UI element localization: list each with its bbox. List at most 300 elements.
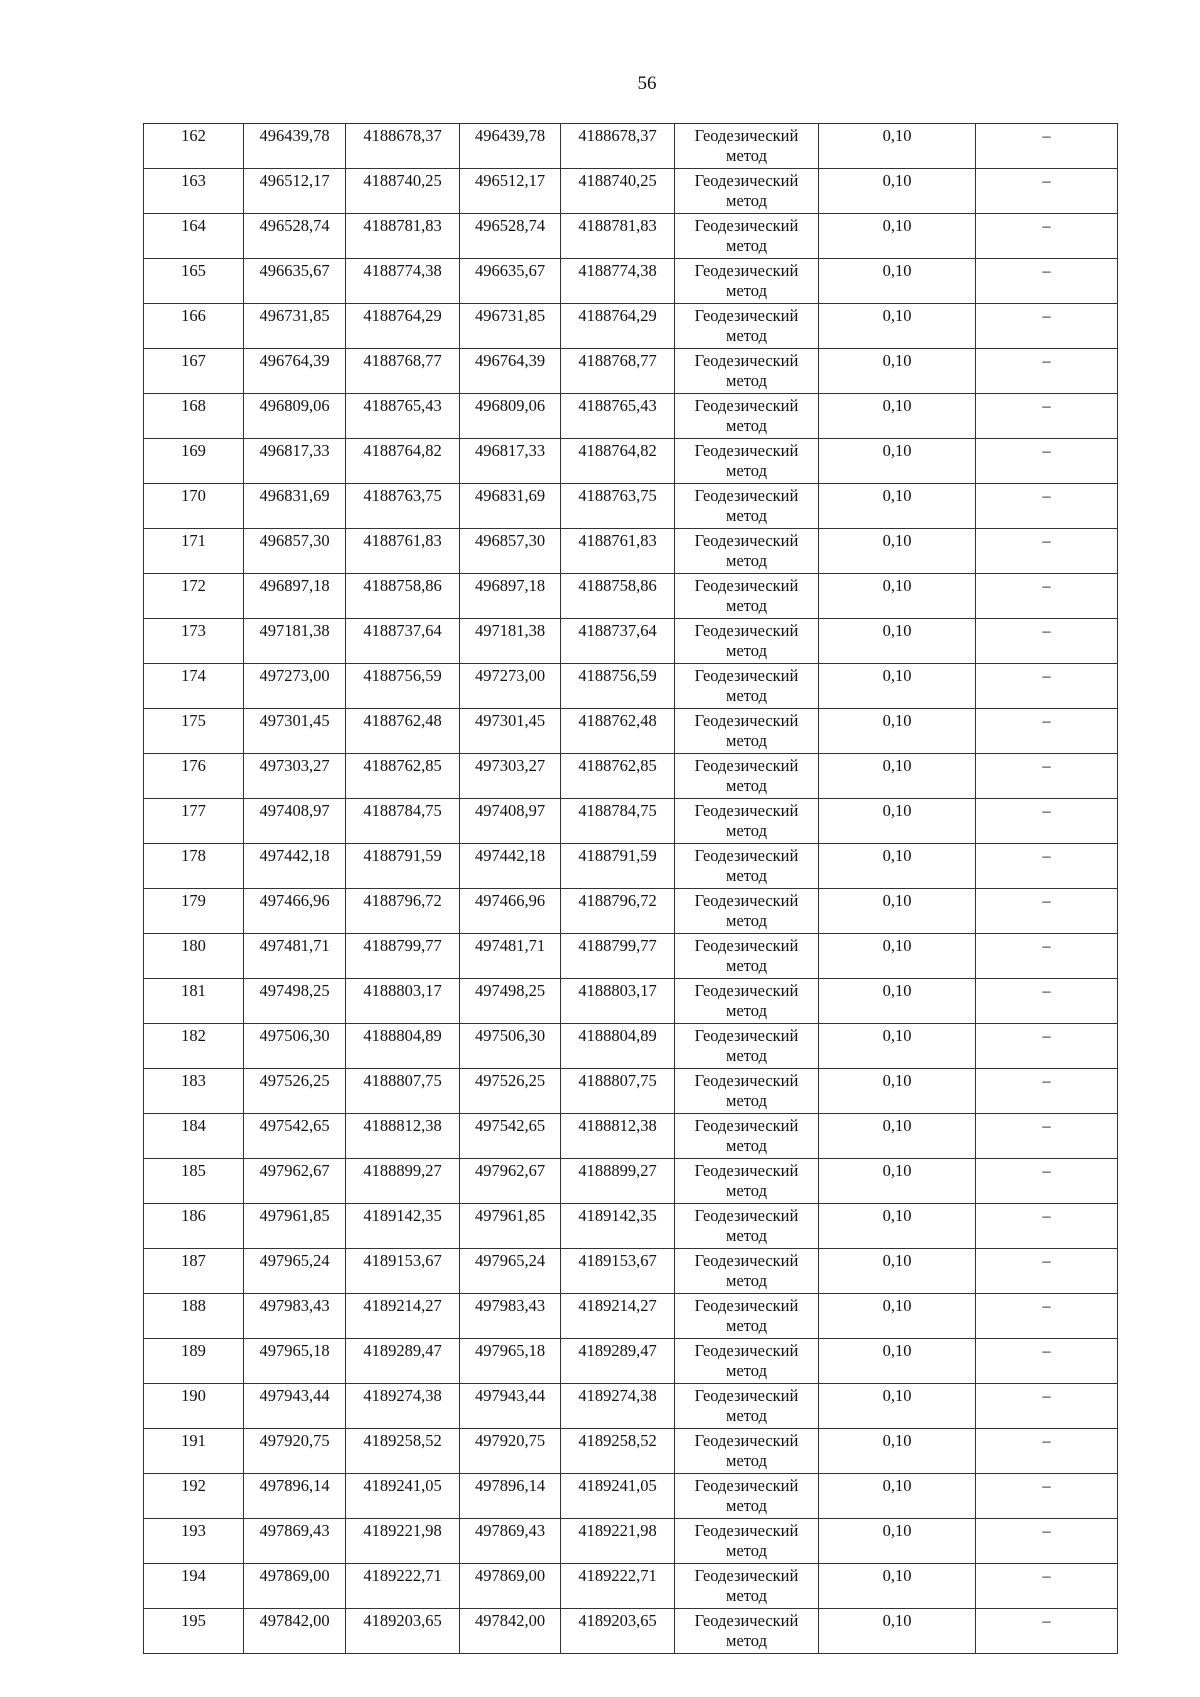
y-coordinate-cell: 4188763,75 — [561, 484, 675, 529]
page-number: 56 — [637, 73, 657, 94]
note-cell: – — [976, 1564, 1118, 1609]
x-coordinate-cell: 496439,78 — [244, 124, 346, 169]
x-coordinate-cell: 496831,69 — [460, 484, 561, 529]
method-line-1: Геодезический — [694, 846, 799, 865]
method-line-2: метод — [726, 1271, 767, 1290]
y-coordinate-cell: 4189258,52 — [561, 1429, 675, 1474]
x-coordinate-cell: 496897,18 — [460, 574, 561, 619]
note-cell: – — [976, 349, 1118, 394]
method-line-2: метод — [726, 1316, 767, 1335]
note-cell: – — [976, 619, 1118, 664]
table-row — [144, 754, 1118, 799]
y-coordinate-cell: 4188791,59 — [346, 844, 460, 889]
table-row — [144, 1429, 1118, 1474]
method-line-1: Геодезический — [694, 801, 799, 820]
x-coordinate-cell: 497498,25 — [244, 979, 346, 1024]
table-row — [144, 1204, 1118, 1249]
accuracy-cell: 0,10 — [819, 1024, 976, 1069]
y-coordinate-cell: 4188807,75 — [346, 1069, 460, 1114]
x-coordinate-cell: 496635,67 — [460, 259, 561, 304]
x-coordinate-cell: 496809,06 — [460, 394, 561, 439]
table-row — [144, 1519, 1118, 1564]
x-coordinate-cell: 497442,18 — [244, 844, 346, 889]
point-number-cell: 188 — [144, 1294, 244, 1339]
table-row — [144, 439, 1118, 484]
point-number-cell: 181 — [144, 979, 244, 1024]
method-line-1: Геодезический — [694, 576, 799, 595]
table-row — [144, 619, 1118, 664]
method-cell — [675, 889, 819, 934]
y-coordinate-cell: 4188763,75 — [346, 484, 460, 529]
point-number-cell: 164 — [144, 214, 244, 259]
point-number-cell: 165 — [144, 259, 244, 304]
method-cell — [675, 619, 819, 664]
table-row — [144, 1474, 1118, 1519]
point-number-cell: 195 — [144, 1609, 244, 1654]
method-line-2: метод — [726, 596, 767, 615]
accuracy-cell: 0,10 — [819, 1159, 976, 1204]
method-line-1: Геодезический — [694, 891, 799, 910]
y-coordinate-cell: 4188812,38 — [561, 1114, 675, 1159]
y-coordinate-cell: 4188784,75 — [346, 799, 460, 844]
point-number-cell: 177 — [144, 799, 244, 844]
y-coordinate-cell: 4189153,67 — [561, 1249, 675, 1294]
method-line-1: Геодезический — [694, 711, 799, 730]
y-coordinate-cell: 4188784,75 — [561, 799, 675, 844]
point-number-cell: 174 — [144, 664, 244, 709]
y-coordinate-cell: 4189142,35 — [346, 1204, 460, 1249]
method-cell — [675, 934, 819, 979]
y-coordinate-cell: 4188791,59 — [561, 844, 675, 889]
x-coordinate-cell: 497842,00 — [244, 1609, 346, 1654]
note-cell: – — [976, 889, 1118, 934]
y-coordinate-cell: 4189222,71 — [346, 1564, 460, 1609]
x-coordinate-cell: 497466,96 — [244, 889, 346, 934]
y-coordinate-cell: 4188758,86 — [346, 574, 460, 619]
point-number-cell: 169 — [144, 439, 244, 484]
x-coordinate-cell: 496512,17 — [460, 169, 561, 214]
method-cell — [675, 439, 819, 484]
point-number-cell: 168 — [144, 394, 244, 439]
method-line-2: метод — [726, 1181, 767, 1200]
y-coordinate-cell: 4189258,52 — [346, 1429, 460, 1474]
y-coordinate-cell: 4188740,25 — [561, 169, 675, 214]
point-number-cell: 187 — [144, 1249, 244, 1294]
note-cell: – — [976, 1294, 1118, 1339]
y-coordinate-cell: 4188756,59 — [561, 664, 675, 709]
method-line-1: Геодезический — [694, 936, 799, 955]
note-cell: – — [976, 664, 1118, 709]
method-line-1: Геодезический — [694, 351, 799, 370]
y-coordinate-cell: 4188678,37 — [561, 124, 675, 169]
y-coordinate-cell: 4189221,98 — [346, 1519, 460, 1564]
accuracy-cell: 0,10 — [819, 439, 976, 484]
point-number-cell: 170 — [144, 484, 244, 529]
x-coordinate-cell: 496764,39 — [460, 349, 561, 394]
method-line-2: метод — [726, 641, 767, 660]
method-cell — [675, 1564, 819, 1609]
method-cell — [675, 1069, 819, 1114]
note-cell: – — [976, 529, 1118, 574]
method-line-2: метод — [726, 506, 767, 525]
method-line-1: Геодезический — [694, 126, 799, 145]
y-coordinate-cell: 4189203,65 — [346, 1609, 460, 1654]
y-coordinate-cell: 4188899,27 — [346, 1159, 460, 1204]
x-coordinate-cell: 497983,43 — [244, 1294, 346, 1339]
method-cell — [675, 529, 819, 574]
table-row — [144, 394, 1118, 439]
method-line-1: Геодезический — [694, 1476, 799, 1495]
point-number-cell: 179 — [144, 889, 244, 934]
note-cell: – — [976, 979, 1118, 1024]
x-coordinate-cell: 497965,24 — [460, 1249, 561, 1294]
y-coordinate-cell: 4188768,77 — [346, 349, 460, 394]
accuracy-cell: 0,10 — [819, 979, 976, 1024]
accuracy-cell: 0,10 — [819, 1114, 976, 1159]
x-coordinate-cell: 497896,14 — [244, 1474, 346, 1519]
y-coordinate-cell: 4188762,48 — [346, 709, 460, 754]
x-coordinate-cell: 497303,27 — [460, 754, 561, 799]
method-cell — [675, 709, 819, 754]
method-line-1: Геодезический — [694, 621, 799, 640]
method-line-2: метод — [726, 1451, 767, 1470]
method-line-2: метод — [726, 1136, 767, 1155]
y-coordinate-cell: 4189289,47 — [561, 1339, 675, 1384]
accuracy-cell: 0,10 — [819, 844, 976, 889]
table-body — [144, 124, 1118, 1654]
x-coordinate-cell: 496439,78 — [460, 124, 561, 169]
note-cell: – — [976, 1474, 1118, 1519]
x-coordinate-cell: 497526,25 — [244, 1069, 346, 1114]
method-line-2: метод — [726, 146, 767, 165]
y-coordinate-cell: 4188765,43 — [561, 394, 675, 439]
x-coordinate-cell: 496528,74 — [460, 214, 561, 259]
x-coordinate-cell: 497965,18 — [244, 1339, 346, 1384]
y-coordinate-cell: 4188768,77 — [561, 349, 675, 394]
x-coordinate-cell: 496809,06 — [244, 394, 346, 439]
point-number-cell: 190 — [144, 1384, 244, 1429]
x-coordinate-cell: 496764,39 — [244, 349, 346, 394]
method-line-2: метод — [726, 776, 767, 795]
method-line-1: Геодезический — [694, 531, 799, 550]
x-coordinate-cell: 497442,18 — [460, 844, 561, 889]
x-coordinate-cell: 497943,44 — [460, 1384, 561, 1429]
y-coordinate-cell: 4188756,59 — [346, 664, 460, 709]
note-cell: – — [976, 394, 1118, 439]
note-cell: – — [976, 1159, 1118, 1204]
y-coordinate-cell: 4188799,77 — [561, 934, 675, 979]
method-line-2: метод — [726, 1631, 767, 1650]
method-line-2: метод — [726, 461, 767, 480]
accuracy-cell: 0,10 — [819, 1564, 976, 1609]
y-coordinate-cell: 4188762,85 — [346, 754, 460, 799]
x-coordinate-cell: 497542,65 — [460, 1114, 561, 1159]
method-cell — [675, 259, 819, 304]
method-line-1: Геодезический — [694, 441, 799, 460]
note-cell: – — [976, 934, 1118, 979]
note-cell: – — [976, 1384, 1118, 1429]
y-coordinate-cell: 4188803,17 — [561, 979, 675, 1024]
note-cell: – — [976, 754, 1118, 799]
point-number-cell: 175 — [144, 709, 244, 754]
point-number-cell: 191 — [144, 1429, 244, 1474]
y-coordinate-cell: 4189221,98 — [561, 1519, 675, 1564]
method-cell — [675, 979, 819, 1024]
x-coordinate-cell: 496528,74 — [244, 214, 346, 259]
accuracy-cell: 0,10 — [819, 574, 976, 619]
x-coordinate-cell: 497943,44 — [244, 1384, 346, 1429]
note-cell: – — [976, 1339, 1118, 1384]
x-coordinate-cell: 497506,30 — [460, 1024, 561, 1069]
accuracy-cell: 0,10 — [819, 394, 976, 439]
point-number-cell: 185 — [144, 1159, 244, 1204]
method-line-2: метод — [726, 326, 767, 345]
accuracy-cell: 0,10 — [819, 664, 976, 709]
y-coordinate-cell: 4188781,83 — [346, 214, 460, 259]
y-coordinate-cell: 4189214,27 — [561, 1294, 675, 1339]
accuracy-cell: 0,10 — [819, 1294, 976, 1339]
table-row — [144, 1114, 1118, 1159]
method-cell — [675, 664, 819, 709]
point-number-cell: 163 — [144, 169, 244, 214]
method-line-2: метод — [726, 371, 767, 390]
x-coordinate-cell: 497408,97 — [460, 799, 561, 844]
method-line-1: Геодезический — [694, 261, 799, 280]
method-line-2: метод — [726, 551, 767, 570]
method-cell — [675, 799, 819, 844]
accuracy-cell: 0,10 — [819, 934, 976, 979]
y-coordinate-cell: 4189214,27 — [346, 1294, 460, 1339]
point-number-cell: 193 — [144, 1519, 244, 1564]
x-coordinate-cell: 497466,96 — [460, 889, 561, 934]
table-row — [144, 709, 1118, 754]
y-coordinate-cell: 4188804,89 — [561, 1024, 675, 1069]
method-line-1: Геодезический — [694, 1251, 799, 1270]
method-line-2: метод — [726, 1406, 767, 1425]
x-coordinate-cell: 497181,38 — [244, 619, 346, 664]
method-cell — [675, 754, 819, 799]
x-coordinate-cell: 496817,33 — [460, 439, 561, 484]
accuracy-cell: 0,10 — [819, 1429, 976, 1474]
table-row — [144, 259, 1118, 304]
method-cell — [675, 1519, 819, 1564]
note-cell: – — [976, 169, 1118, 214]
accuracy-cell: 0,10 — [819, 1069, 976, 1114]
x-coordinate-cell: 496635,67 — [244, 259, 346, 304]
method-line-1: Геодезический — [694, 1611, 799, 1630]
point-number-cell: 176 — [144, 754, 244, 799]
accuracy-cell: 0,10 — [819, 169, 976, 214]
method-line-1: Геодезический — [694, 396, 799, 415]
x-coordinate-cell: 496731,85 — [460, 304, 561, 349]
table-row — [144, 1609, 1118, 1654]
method-line-1: Геодезический — [694, 1566, 799, 1585]
y-coordinate-cell: 4188781,83 — [561, 214, 675, 259]
method-cell — [675, 1609, 819, 1654]
x-coordinate-cell: 497869,00 — [460, 1564, 561, 1609]
y-coordinate-cell: 4188807,75 — [561, 1069, 675, 1114]
table-row — [144, 169, 1118, 214]
accuracy-cell: 0,10 — [819, 799, 976, 844]
method-line-1: Геодезический — [694, 981, 799, 1000]
method-line-1: Геодезический — [694, 1116, 799, 1135]
note-cell: – — [976, 1024, 1118, 1069]
method-line-2: метод — [726, 956, 767, 975]
x-coordinate-cell: 497961,85 — [244, 1204, 346, 1249]
accuracy-cell: 0,10 — [819, 484, 976, 529]
method-line-1: Геодезический — [694, 1296, 799, 1315]
method-cell — [675, 1474, 819, 1519]
accuracy-cell: 0,10 — [819, 619, 976, 664]
accuracy-cell: 0,10 — [819, 709, 976, 754]
x-coordinate-cell: 496857,30 — [244, 529, 346, 574]
x-coordinate-cell: 497965,18 — [460, 1339, 561, 1384]
y-coordinate-cell: 4188799,77 — [346, 934, 460, 979]
x-coordinate-cell: 497301,45 — [460, 709, 561, 754]
point-number-cell: 183 — [144, 1069, 244, 1114]
x-coordinate-cell: 496897,18 — [244, 574, 346, 619]
point-number-cell: 178 — [144, 844, 244, 889]
accuracy-cell: 0,10 — [819, 754, 976, 799]
method-line-1: Геодезический — [694, 666, 799, 685]
note-cell: – — [976, 574, 1118, 619]
method-line-2: метод — [726, 1541, 767, 1560]
point-number-cell: 173 — [144, 619, 244, 664]
accuracy-cell: 0,10 — [819, 1249, 976, 1294]
method-cell — [675, 1339, 819, 1384]
x-coordinate-cell: 497181,38 — [460, 619, 561, 664]
method-line-1: Геодезический — [694, 216, 799, 235]
y-coordinate-cell: 4189274,38 — [346, 1384, 460, 1429]
y-coordinate-cell: 4188774,38 — [346, 259, 460, 304]
x-coordinate-cell: 497303,27 — [244, 754, 346, 799]
y-coordinate-cell: 4188758,86 — [561, 574, 675, 619]
y-coordinate-cell: 4188765,43 — [346, 394, 460, 439]
table-row — [144, 1159, 1118, 1204]
y-coordinate-cell: 4188796,72 — [346, 889, 460, 934]
method-line-1: Геодезический — [694, 1071, 799, 1090]
table-row — [144, 1564, 1118, 1609]
y-coordinate-cell: 4189241,05 — [346, 1474, 460, 1519]
method-line-2: метод — [726, 281, 767, 300]
point-number-cell: 194 — [144, 1564, 244, 1609]
table-row — [144, 304, 1118, 349]
method-line-2: метод — [726, 1496, 767, 1515]
x-coordinate-cell: 497301,45 — [244, 709, 346, 754]
x-coordinate-cell: 497869,43 — [244, 1519, 346, 1564]
y-coordinate-cell: 4189203,65 — [561, 1609, 675, 1654]
y-coordinate-cell: 4188737,64 — [346, 619, 460, 664]
note-cell: – — [976, 439, 1118, 484]
accuracy-cell: 0,10 — [819, 889, 976, 934]
accuracy-cell: 0,10 — [819, 259, 976, 304]
note-cell: – — [976, 1069, 1118, 1114]
table-row — [144, 934, 1118, 979]
accuracy-cell: 0,10 — [819, 349, 976, 394]
x-coordinate-cell: 497408,97 — [244, 799, 346, 844]
point-number-cell: 189 — [144, 1339, 244, 1384]
table-row — [144, 349, 1118, 394]
method-cell — [675, 1249, 819, 1294]
table-row — [144, 889, 1118, 934]
method-line-2: метод — [726, 191, 767, 210]
method-cell — [675, 1024, 819, 1069]
note-cell: – — [976, 709, 1118, 754]
note-cell: – — [976, 304, 1118, 349]
method-line-2: метод — [726, 731, 767, 750]
table-row — [144, 214, 1118, 259]
y-coordinate-cell: 4188796,72 — [561, 889, 675, 934]
method-cell — [675, 1114, 819, 1159]
method-line-1: Геодезический — [694, 486, 799, 505]
point-number-cell: 182 — [144, 1024, 244, 1069]
table-row — [144, 1024, 1118, 1069]
note-cell: – — [976, 844, 1118, 889]
method-cell — [675, 214, 819, 259]
method-line-1: Геодезический — [694, 1431, 799, 1450]
table-row — [144, 979, 1118, 1024]
table-row — [144, 484, 1118, 529]
point-number-cell: 172 — [144, 574, 244, 619]
accuracy-cell: 0,10 — [819, 1339, 976, 1384]
method-cell — [675, 1384, 819, 1429]
method-line-2: метод — [726, 1046, 767, 1065]
y-coordinate-cell: 4188762,85 — [561, 754, 675, 799]
accuracy-cell: 0,10 — [819, 304, 976, 349]
y-coordinate-cell: 4188737,64 — [561, 619, 675, 664]
note-cell: – — [976, 124, 1118, 169]
method-line-2: метод — [726, 236, 767, 255]
x-coordinate-cell: 497920,75 — [244, 1429, 346, 1474]
x-coordinate-cell: 497542,65 — [244, 1114, 346, 1159]
note-cell: – — [976, 214, 1118, 259]
table-row — [144, 124, 1118, 169]
y-coordinate-cell: 4188678,37 — [346, 124, 460, 169]
table-row — [144, 1294, 1118, 1339]
accuracy-cell: 0,10 — [819, 1519, 976, 1564]
note-cell: – — [976, 1519, 1118, 1564]
y-coordinate-cell: 4188761,83 — [346, 529, 460, 574]
table-row — [144, 1384, 1118, 1429]
method-line-2: метод — [726, 821, 767, 840]
y-coordinate-cell: 4188803,17 — [346, 979, 460, 1024]
y-coordinate-cell: 4189142,35 — [561, 1204, 675, 1249]
accuracy-cell: 0,10 — [819, 1474, 976, 1519]
x-coordinate-cell: 497481,71 — [460, 934, 561, 979]
method-cell — [675, 304, 819, 349]
coordinates-table — [143, 123, 1118, 1654]
table-row — [144, 1339, 1118, 1384]
point-number-cell: 162 — [144, 124, 244, 169]
y-coordinate-cell: 4188804,89 — [346, 1024, 460, 1069]
method-line-2: метод — [726, 1586, 767, 1605]
y-coordinate-cell: 4188740,25 — [346, 169, 460, 214]
table-row — [144, 844, 1118, 889]
x-coordinate-cell: 497983,43 — [460, 1294, 561, 1339]
y-coordinate-cell: 4188764,82 — [346, 439, 460, 484]
point-number-cell: 171 — [144, 529, 244, 574]
accuracy-cell: 0,10 — [819, 214, 976, 259]
x-coordinate-cell: 497273,00 — [244, 664, 346, 709]
point-number-cell: 167 — [144, 349, 244, 394]
method-line-1: Геодезический — [694, 1341, 799, 1360]
x-coordinate-cell: 497896,14 — [460, 1474, 561, 1519]
x-coordinate-cell: 497920,75 — [460, 1429, 561, 1474]
x-coordinate-cell: 497962,67 — [244, 1159, 346, 1204]
method-line-2: метод — [726, 1001, 767, 1020]
table-row — [144, 664, 1118, 709]
method-cell — [675, 394, 819, 439]
